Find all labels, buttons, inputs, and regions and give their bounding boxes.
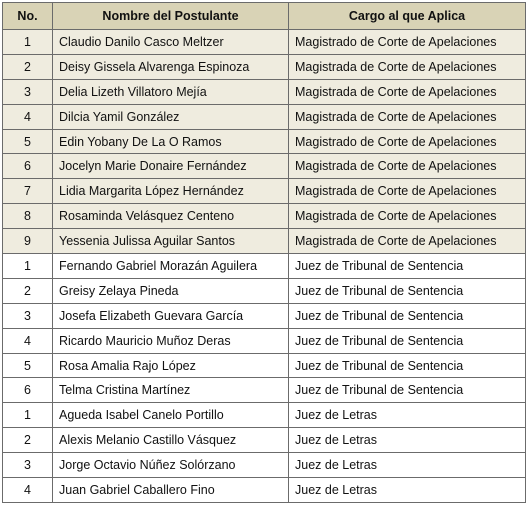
table-row [3, 54, 526, 79]
row-number: 9 [3, 229, 53, 254]
table-header [3, 3, 526, 30]
row-nombre: Agueda Isabel Canelo Portillo [53, 403, 289, 428]
row-number: 2 [3, 278, 53, 303]
row-nombre: Delia Lizeth Villatoro Mejía [53, 79, 289, 104]
row-cargo: Juez de Tribunal de Sentencia [289, 328, 526, 353]
table-row [3, 453, 526, 478]
applicants-table [2, 2, 526, 503]
table-row [3, 204, 526, 229]
row-number: 4 [3, 104, 53, 129]
table-row [3, 428, 526, 453]
table-row [3, 30, 526, 55]
row-number: 7 [3, 179, 53, 204]
row-number: 4 [3, 478, 53, 503]
row-number: 3 [3, 303, 53, 328]
table-row [3, 328, 526, 353]
table-row [3, 278, 526, 303]
row-nombre: Lidia Margarita López Hernández [53, 179, 289, 204]
row-nombre: Josefa Elizabeth Guevara García [53, 303, 289, 328]
row-number: 8 [3, 204, 53, 229]
row-cargo: Juez de Tribunal de Sentencia [289, 378, 526, 403]
header-cargo: Cargo al que Aplica [289, 3, 526, 30]
row-cargo: Juez de Letras [289, 453, 526, 478]
row-number: 3 [3, 79, 53, 104]
row-cargo: Magistrada de Corte de Apelaciones [289, 179, 526, 204]
applicants-table-container [2, 2, 525, 503]
row-number: 3 [3, 453, 53, 478]
row-cargo: Magistrado de Corte de Apelaciones [289, 30, 526, 55]
row-nombre: Ricardo Mauricio Muñoz Deras [53, 328, 289, 353]
row-nombre: Deisy Gissela Alvarenga Espinoza [53, 54, 289, 79]
row-cargo: Juez de Letras [289, 478, 526, 503]
row-cargo: Juez de Letras [289, 403, 526, 428]
row-nombre: Rosa Amalia Rajo López [53, 353, 289, 378]
table-row [3, 104, 526, 129]
row-number: 1 [3, 30, 53, 55]
header-no: No. [3, 3, 53, 30]
row-cargo: Magistrada de Corte de Apelaciones [289, 229, 526, 254]
table-body [3, 30, 526, 503]
row-cargo: Magistrada de Corte de Apelaciones [289, 154, 526, 179]
row-nombre: Fernando Gabriel Morazán Aguilera [53, 254, 289, 279]
table-row [3, 154, 526, 179]
header-row [3, 3, 526, 30]
row-cargo: Juez de Tribunal de Sentencia [289, 254, 526, 279]
table-row [3, 478, 526, 503]
row-number: 6 [3, 378, 53, 403]
table-row [3, 254, 526, 279]
row-number: 5 [3, 353, 53, 378]
row-cargo: Juez de Letras [289, 428, 526, 453]
table-row [3, 179, 526, 204]
row-cargo: Magistrado de Corte de Apelaciones [289, 129, 526, 154]
row-cargo: Juez de Tribunal de Sentencia [289, 353, 526, 378]
row-cargo: Magistrada de Corte de Apelaciones [289, 79, 526, 104]
row-nombre: Claudio Danilo Casco Meltzer [53, 30, 289, 55]
row-nombre: Juan Gabriel Caballero Fino [53, 478, 289, 503]
row-nombre: Rosaminda Velásquez Centeno [53, 204, 289, 229]
row-nombre: Alexis Melanio Castillo Vásquez [53, 428, 289, 453]
row-number: 4 [3, 328, 53, 353]
row-cargo: Magistrada de Corte de Apelaciones [289, 104, 526, 129]
table-row [3, 79, 526, 104]
row-nombre: Edin Yobany De La O Ramos [53, 129, 289, 154]
row-number: 1 [3, 254, 53, 279]
row-cargo: Magistrada de Corte de Apelaciones [289, 204, 526, 229]
table-row [3, 403, 526, 428]
table-row [3, 378, 526, 403]
row-nombre: Greisy Zelaya Pineda [53, 278, 289, 303]
header-nombre: Nombre del Postulante [53, 3, 289, 30]
row-nombre: Jorge Octavio Núñez Solórzano [53, 453, 289, 478]
table-row [3, 229, 526, 254]
table-row [3, 303, 526, 328]
row-nombre: Telma Cristina Martínez [53, 378, 289, 403]
row-number: 1 [3, 403, 53, 428]
row-nombre: Jocelyn Marie Donaire Fernández [53, 154, 289, 179]
row-cargo: Magistrada de Corte de Apelaciones [289, 54, 526, 79]
table-row [3, 129, 526, 154]
row-cargo: Juez de Tribunal de Sentencia [289, 278, 526, 303]
row-number: 2 [3, 428, 53, 453]
row-number: 2 [3, 54, 53, 79]
row-cargo: Juez de Tribunal de Sentencia [289, 303, 526, 328]
row-number: 6 [3, 154, 53, 179]
table-row [3, 353, 526, 378]
row-number: 5 [3, 129, 53, 154]
row-nombre: Dilcia Yamil González [53, 104, 289, 129]
row-nombre: Yessenia Julissa Aguilar Santos [53, 229, 289, 254]
